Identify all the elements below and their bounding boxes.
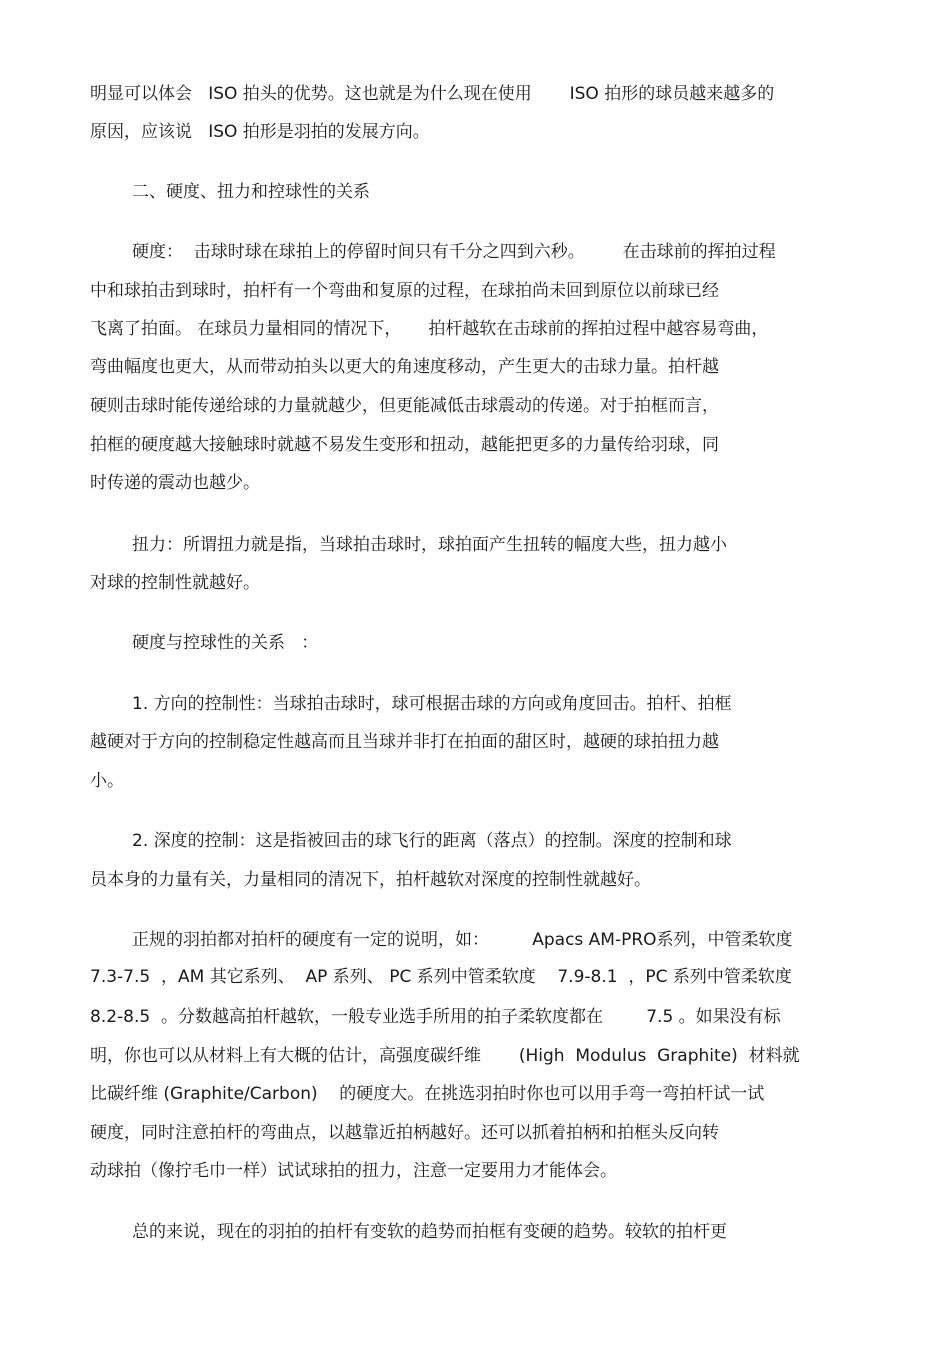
text-line: 明显可以体会 ISO 拍头的优势。这也就是为什么现在使用 ISO 拍形的球员越来越多的 bbox=[90, 84, 775, 104]
text-line: 正规的羽拍都对拍杆的硬度有一定的说明，如： Apacs AM-PRO系列，中管柔软度 bbox=[132, 930, 793, 950]
text-line: 中和球拍击到球时，拍杆有一个弯曲和复原的过程，在球拍尚未回到原位以前球已经 bbox=[90, 281, 719, 301]
text-line: 硬度： 击球时球在球拍上的停留时间只有千分之四到六秒。 在击球前的挥拍过程 bbox=[132, 242, 776, 262]
text-line: 弯曲幅度也更大，从而带动拍头以更大的角速度移动，产生更大的击球力量。拍杆越 bbox=[90, 357, 719, 377]
text-line: 8.2-8.5 。分数越高拍杆越软，一般专业选手所用的拍子柔软度都在 7.5 。如果没有标 bbox=[90, 1007, 781, 1027]
text-line: 硬则击球时能传递给球的力量就越少，但更能减低击球震动的传递。对于拍框而言， bbox=[90, 396, 719, 416]
text-line: 动球拍（像拧毛巾一样）试试球拍的扭力，注意一定要用力才能体会。 bbox=[90, 1161, 617, 1181]
text-line: 7.3-7.5 ，AM 其它系列、 AP 系列、 PC 系列中管柔软度 7.9-8.1 ，PC 系列中管柔软度 bbox=[90, 967, 792, 987]
text-line: 硬度，同时注意拍杆的弯曲点，以越靠近拍柄越好。还可以抓着拍柄和拍框头反向转 bbox=[90, 1123, 719, 1143]
text-line: 员本身的力量有关，力量相同的清况下，拍杆越软对深度的控制性就越好。 bbox=[90, 870, 651, 890]
text-line: 1. 方向的控制性：当球拍击球时，球可根据击球的方向或角度回击。拍杆、拍框 bbox=[132, 694, 732, 714]
section-heading: 硬度与控球性的关系 ： bbox=[132, 633, 319, 653]
section-heading: 二、硬度、扭力和控球性的关系 bbox=[132, 182, 370, 202]
text-line: 总的来说，现在的羽拍的拍杆有变软的趋势而拍框有变硬的趋势。较软的拍杆更 bbox=[132, 1222, 727, 1242]
text-line: 时传递的震动也越少。 bbox=[90, 473, 260, 493]
text-line: 比碳纤维 (Graphite/Carbon) 的硬度大。在挑选羽拍时你也可以用手弯一弯拍杆试一试 bbox=[90, 1084, 765, 1104]
text-line: 拍框的硬度越大接触球时就越不易发生变形和扭动，越能把更多的力量传给羽球，同 bbox=[90, 435, 719, 455]
text-line: 越硬对于方向的控制稳定性越高而且当球并非打在拍面的甜区时，越硬的球拍扭力越 bbox=[90, 732, 719, 752]
text-line: 原因，应该说 ISO 拍形是羽拍的发展方向。 bbox=[90, 122, 430, 142]
text-line: 对球的控制性就越好。 bbox=[90, 573, 260, 593]
text-line: 明，你也可以从材料上有大概的估计，高强度碳纤维 (High Modulus Graphite) 材料就 bbox=[90, 1046, 800, 1066]
text-line: 小。 bbox=[90, 771, 124, 791]
text-line: 2. 深度的控制：这是指被回击的球飞行的距离（落点）的控制。深度的控制和球 bbox=[132, 831, 732, 851]
text-line: 扭力：所谓扭力就是指，当球拍击球时，球拍面产生扭转的幅度大些，扭力越小 bbox=[132, 535, 727, 555]
text-line: 飞离了拍面。 在球员力量相同的情况下， 拍杆越软在击球前的挥拍过程中越容易弯曲， bbox=[90, 319, 769, 339]
